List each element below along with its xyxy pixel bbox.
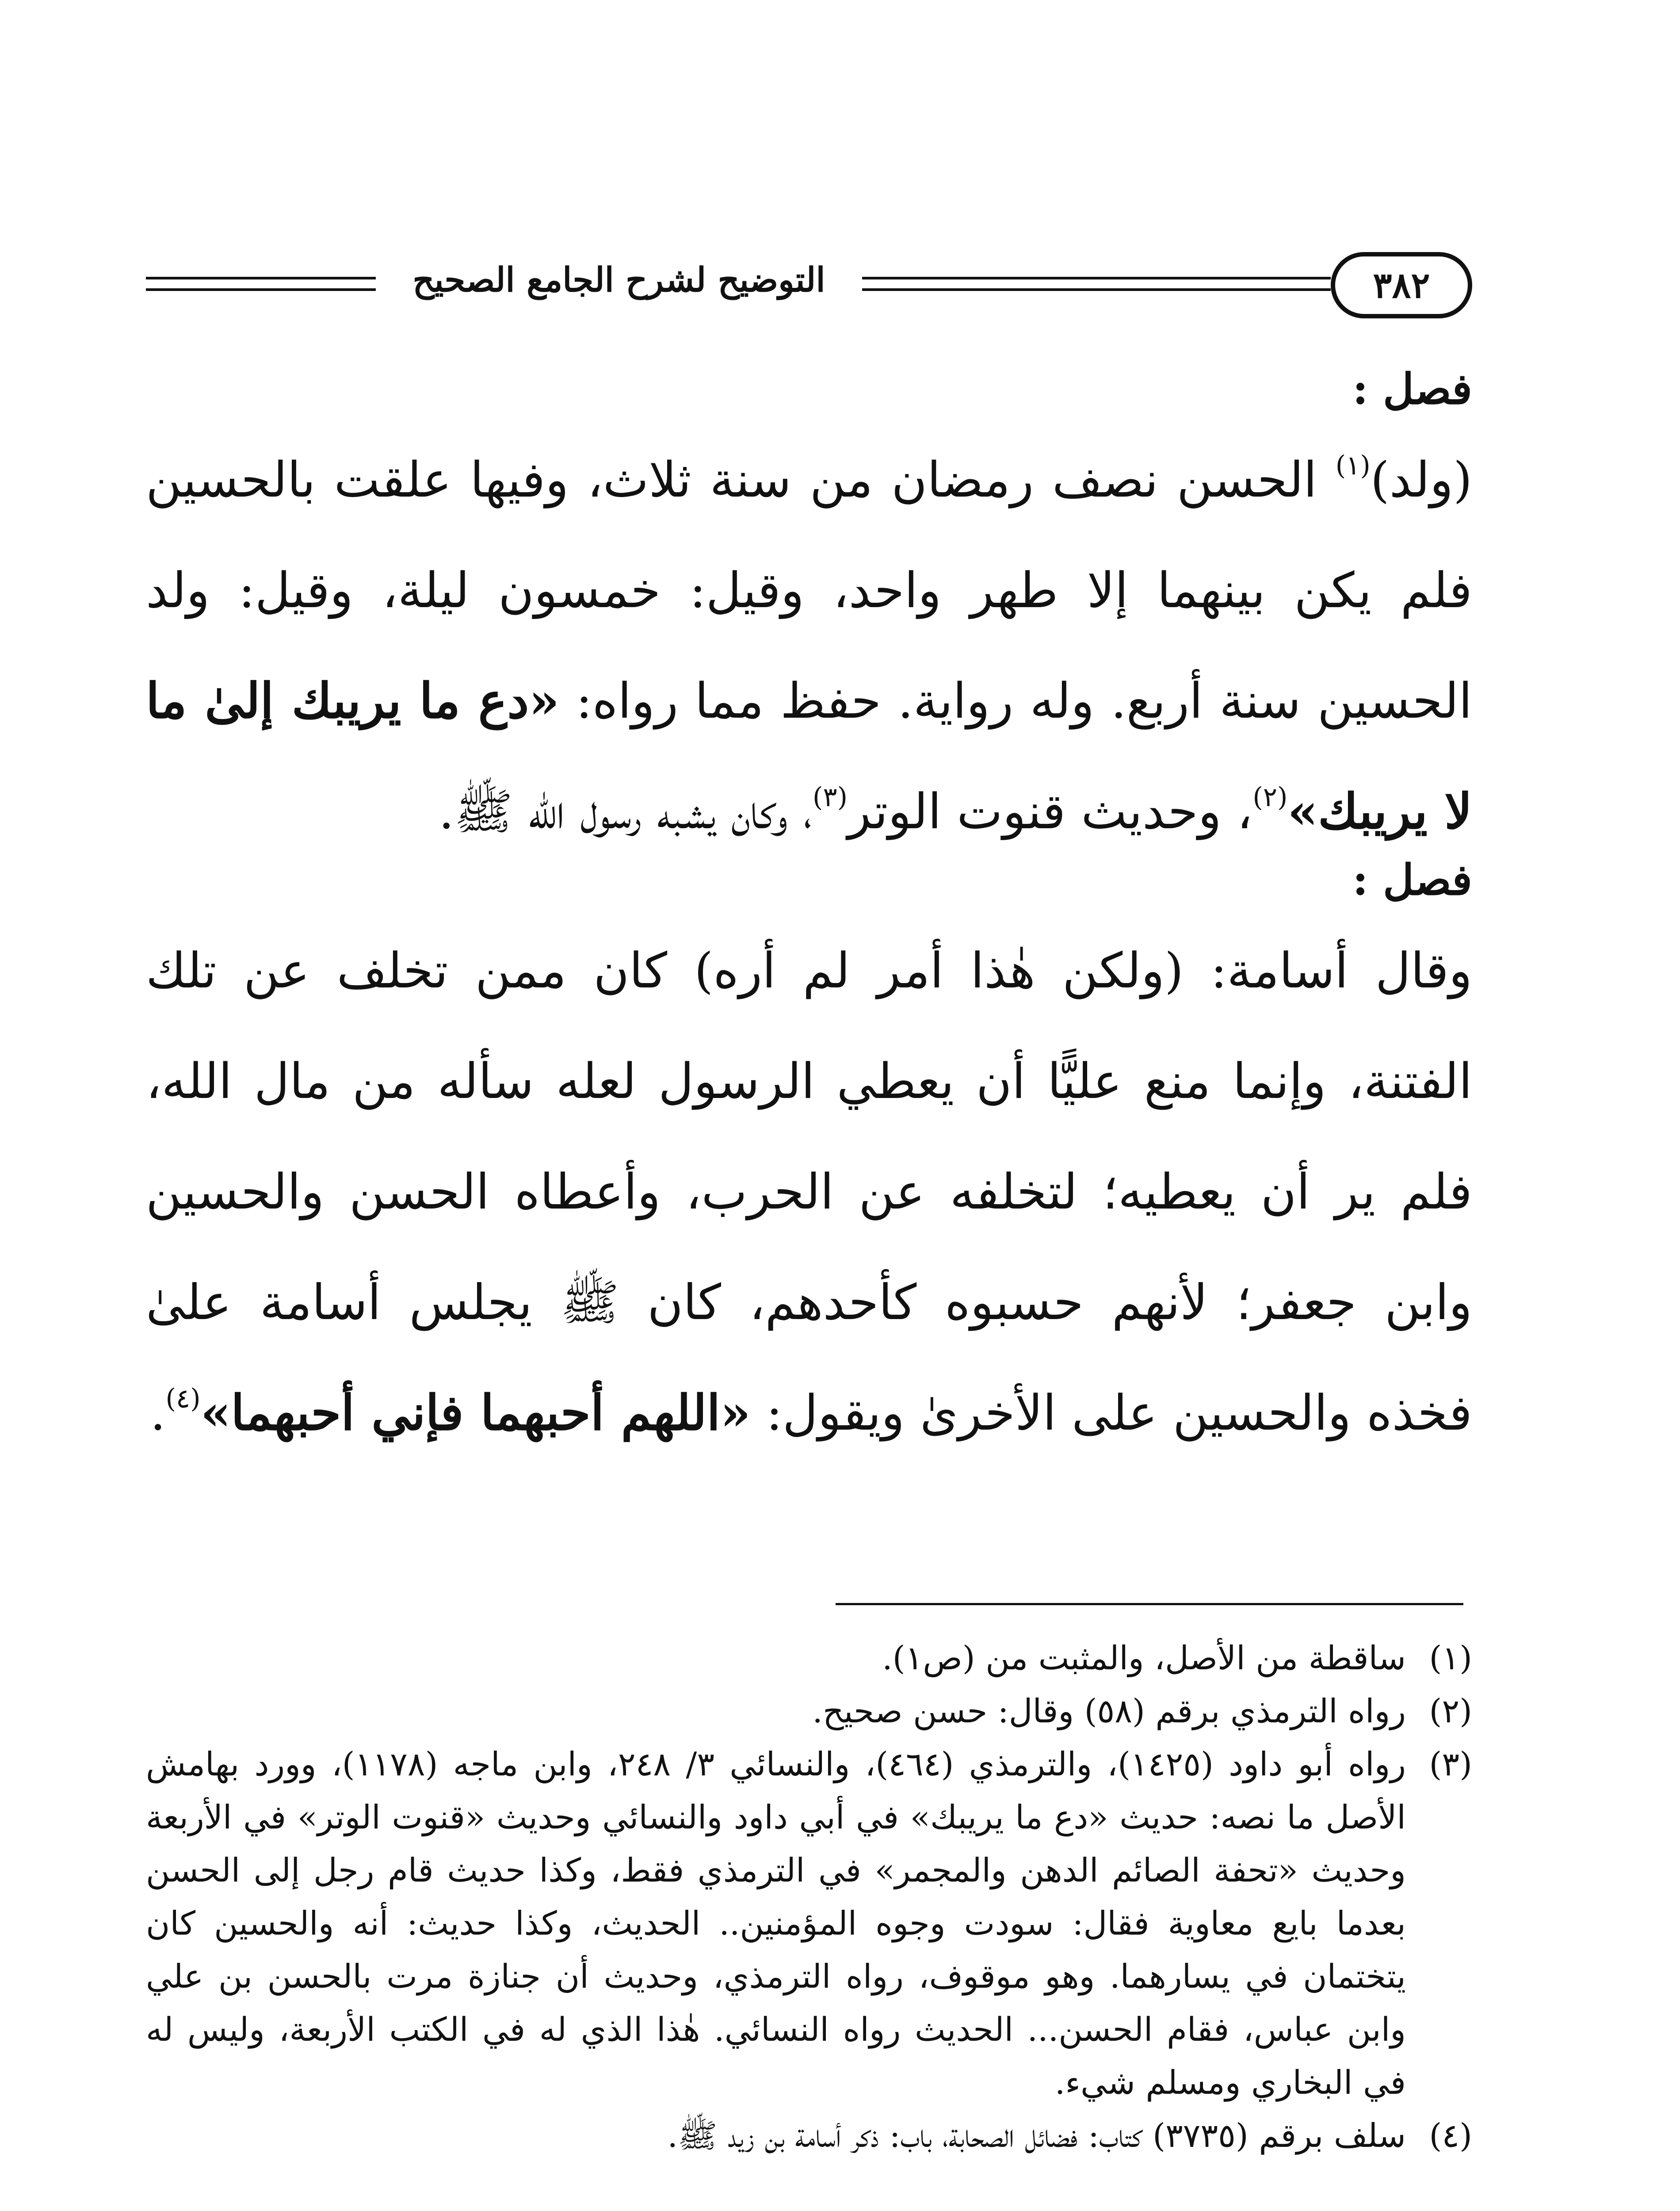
- footnote: [146, 1738, 1472, 2109]
- footnote-number: (٢): [1429, 1692, 1472, 1730]
- footnote-text: سلف برقم (٣٧٣٥) كتاب: فضائل الصحابة، باب: ذكر أسامة بن زيد ﷺ.: [667, 2117, 1406, 2155]
- footnote-text: رواه الترمذي برقم (٥٨) وقال: حسن صحيح.: [812, 1692, 1406, 1730]
- hadith-quote: «دع ما يريبك إلىٰ ما لا يريبك»: [146, 672, 1472, 840]
- footnote-ref: (٤): [165, 1383, 201, 1414]
- footnote-text: ساقطة من الأصل، والمثبت من (ص١).: [882, 1639, 1406, 1677]
- footnote-ref: (٣): [812, 782, 848, 813]
- text-run: ، وكان يشبه رسول الله ﷺ.: [439, 783, 813, 840]
- footnote: [146, 1685, 1472, 1738]
- footnote-separator: [836, 1603, 1463, 1605]
- section-1: [146, 354, 1472, 867]
- header-rule-right-bottom: [862, 288, 1331, 291]
- footnotes: [146, 1632, 1472, 2162]
- section-heading: فصل :: [1352, 855, 1472, 905]
- footnote-text: رواه أبو داود (١٤٢٥)، والترمذي (٤٦٤)، والنسائي ٣/ ٢٤٨، وابن ماجه (١١٧٨)، وورد بهامش الأصل ما نصه: حديث «دع ما يريبك» في أبي داود والنسائي وحديث «قنوت الوتر» في الأربعة وحديث «تحفة الصائم الدهن والمجمر» في الترمذي فقط، وكذا حديث قام رجل إلى الحسن بعدما بايع معاوية فقال: سودت وجوه المؤمنين.. الحديث، وكذا حديث: أنه والحسين كان يتختمان في يسارهما. وهو موقوف، رواه الترمذي، وحديث أن جنازة مرت بالحسن بن علي وابن عباس، فقام الحسن... الحديث رواه النسائي. هٰذا الذي له في الكتب الأربعة، وليس له في البخاري ومسلم شيء.: [146, 1745, 1406, 2102]
- text-run: (ولد): [1370, 451, 1472, 508]
- text-run: ، وحديث قنوت الوتر: [848, 783, 1253, 840]
- header-rule-left-top: [146, 277, 376, 279]
- footnote: [146, 1632, 1472, 1685]
- text-run: وقال أسامة: (ولكن هٰذا أمر لم أره) كان ممن تخلف عن تلك الفتنة، وإنما منع عليًّا أن يعطي الرسول لعله سأله من مال الله، فلم ير أن يعطيه؛ لتخلفه عن الحرب، وأعطاه الحسن والحسين وابن جعفر؛ لأنهم حسبوه كأحدهم، كان ﷺ يجلس أسامة علىٰ فخذه والحسين على الأخرىٰ ويقول:: [146, 942, 1473, 1441]
- text-run: .: [150, 1385, 166, 1441]
- section-heading: فصل :: [1352, 364, 1472, 414]
- text-run: الحسن نصف رمضان من سنة ثلاث، وفيها علقت بالحسين فلم يكن بينهما إلا طهر واحد، وقيل: خمسون ليلة، وقيل: ولد الحسين سنة أربع. وله رواية. حفظ مما رواه:: [146, 451, 1472, 729]
- hadith-quote: «اللهم أحبهما فإني أحبهما»: [200, 1384, 751, 1441]
- header-rule-right-top: [862, 277, 1331, 279]
- book-title: التوضيح لشرح الجامع الصحيح: [412, 260, 825, 299]
- section-paragraph: [146, 425, 1472, 867]
- footnote-number: (٣): [1429, 1745, 1472, 1783]
- section-paragraph: [146, 915, 1472, 1468]
- page-number: ٣٨٢: [1331, 252, 1472, 318]
- footnote-ref: (٢): [1252, 782, 1288, 813]
- section-2: [146, 845, 1472, 1468]
- footnote-ref: (١): [1335, 450, 1371, 481]
- running-header: [146, 248, 1472, 327]
- footnote-number: (٤): [1429, 2117, 1472, 2155]
- footnote: [146, 2109, 1472, 2162]
- footnote-number: (١): [1429, 1639, 1472, 1677]
- header-rule-left-bottom: [146, 288, 376, 291]
